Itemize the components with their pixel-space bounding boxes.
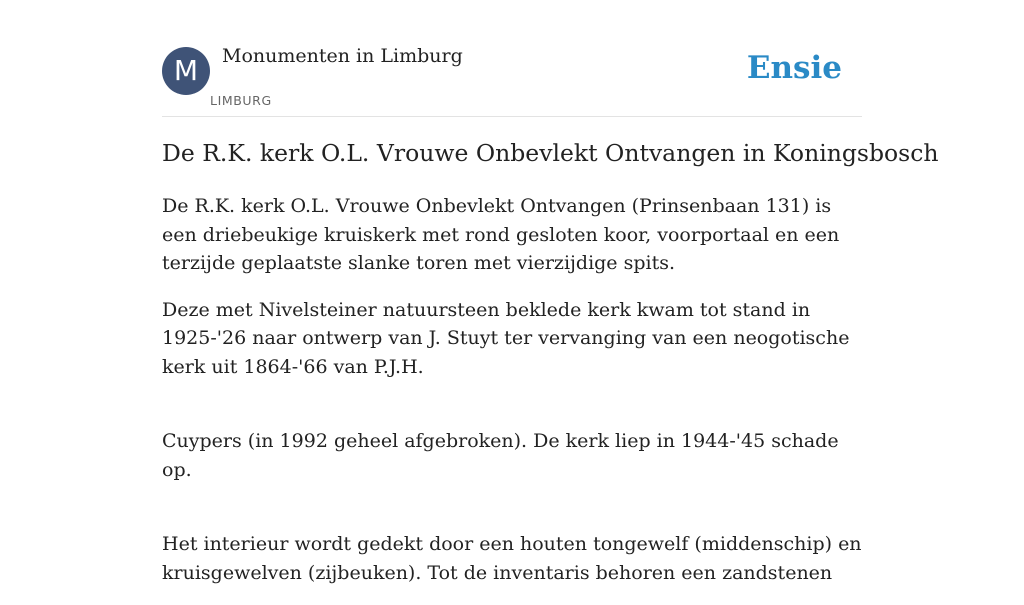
article-title: De R.K. kerk O.L. Vrouwe Onbevlekt Ontvangen in Koningsbosch: [162, 139, 939, 167]
paragraph-gap: [162, 502, 862, 530]
paragraph: Deze met Nivelsteiner natuursteen beklede kerk kwam tot stand in 1925-'26 naar ontwerp van J. Stuyt ter vervanging van een neogotische kerk uit 1864-'66 van P.J.H.: [162, 298, 850, 378]
paragraph: Cuypers (in 1992 geheel afgebroken). De kerk liep in 1944-'45 schade op.: [162, 430, 839, 481]
author-avatar[interactable]: M: [162, 47, 210, 95]
author-link[interactable]: Monumenten in Limburg: [222, 45, 463, 67]
paragraph: Het interieur wordt gedekt door een houten tongewelf (middenschip) en kruisgewelven (zijbeuken). Tot de inventaris behoren een zandstenen: [162, 533, 862, 584]
paragraph-gap: [162, 399, 862, 427]
paragraph: De R.K. kerk O.L. Vrouwe Onbevlekt Ontvangen (Prinsenbaan 131) is een driebeukige kruiskerk met rond gesloten koor, voorportaal en een terzijde geplaatste slanke toren met vierzijdige spits.: [162, 195, 840, 274]
ensie-logo[interactable]: Ensie: [746, 50, 842, 86]
article-body: [162, 192, 862, 605]
page-container: [162, 0, 939, 584]
region-tag[interactable]: LIMBURG: [210, 93, 272, 108]
header: [162, 0, 862, 117]
